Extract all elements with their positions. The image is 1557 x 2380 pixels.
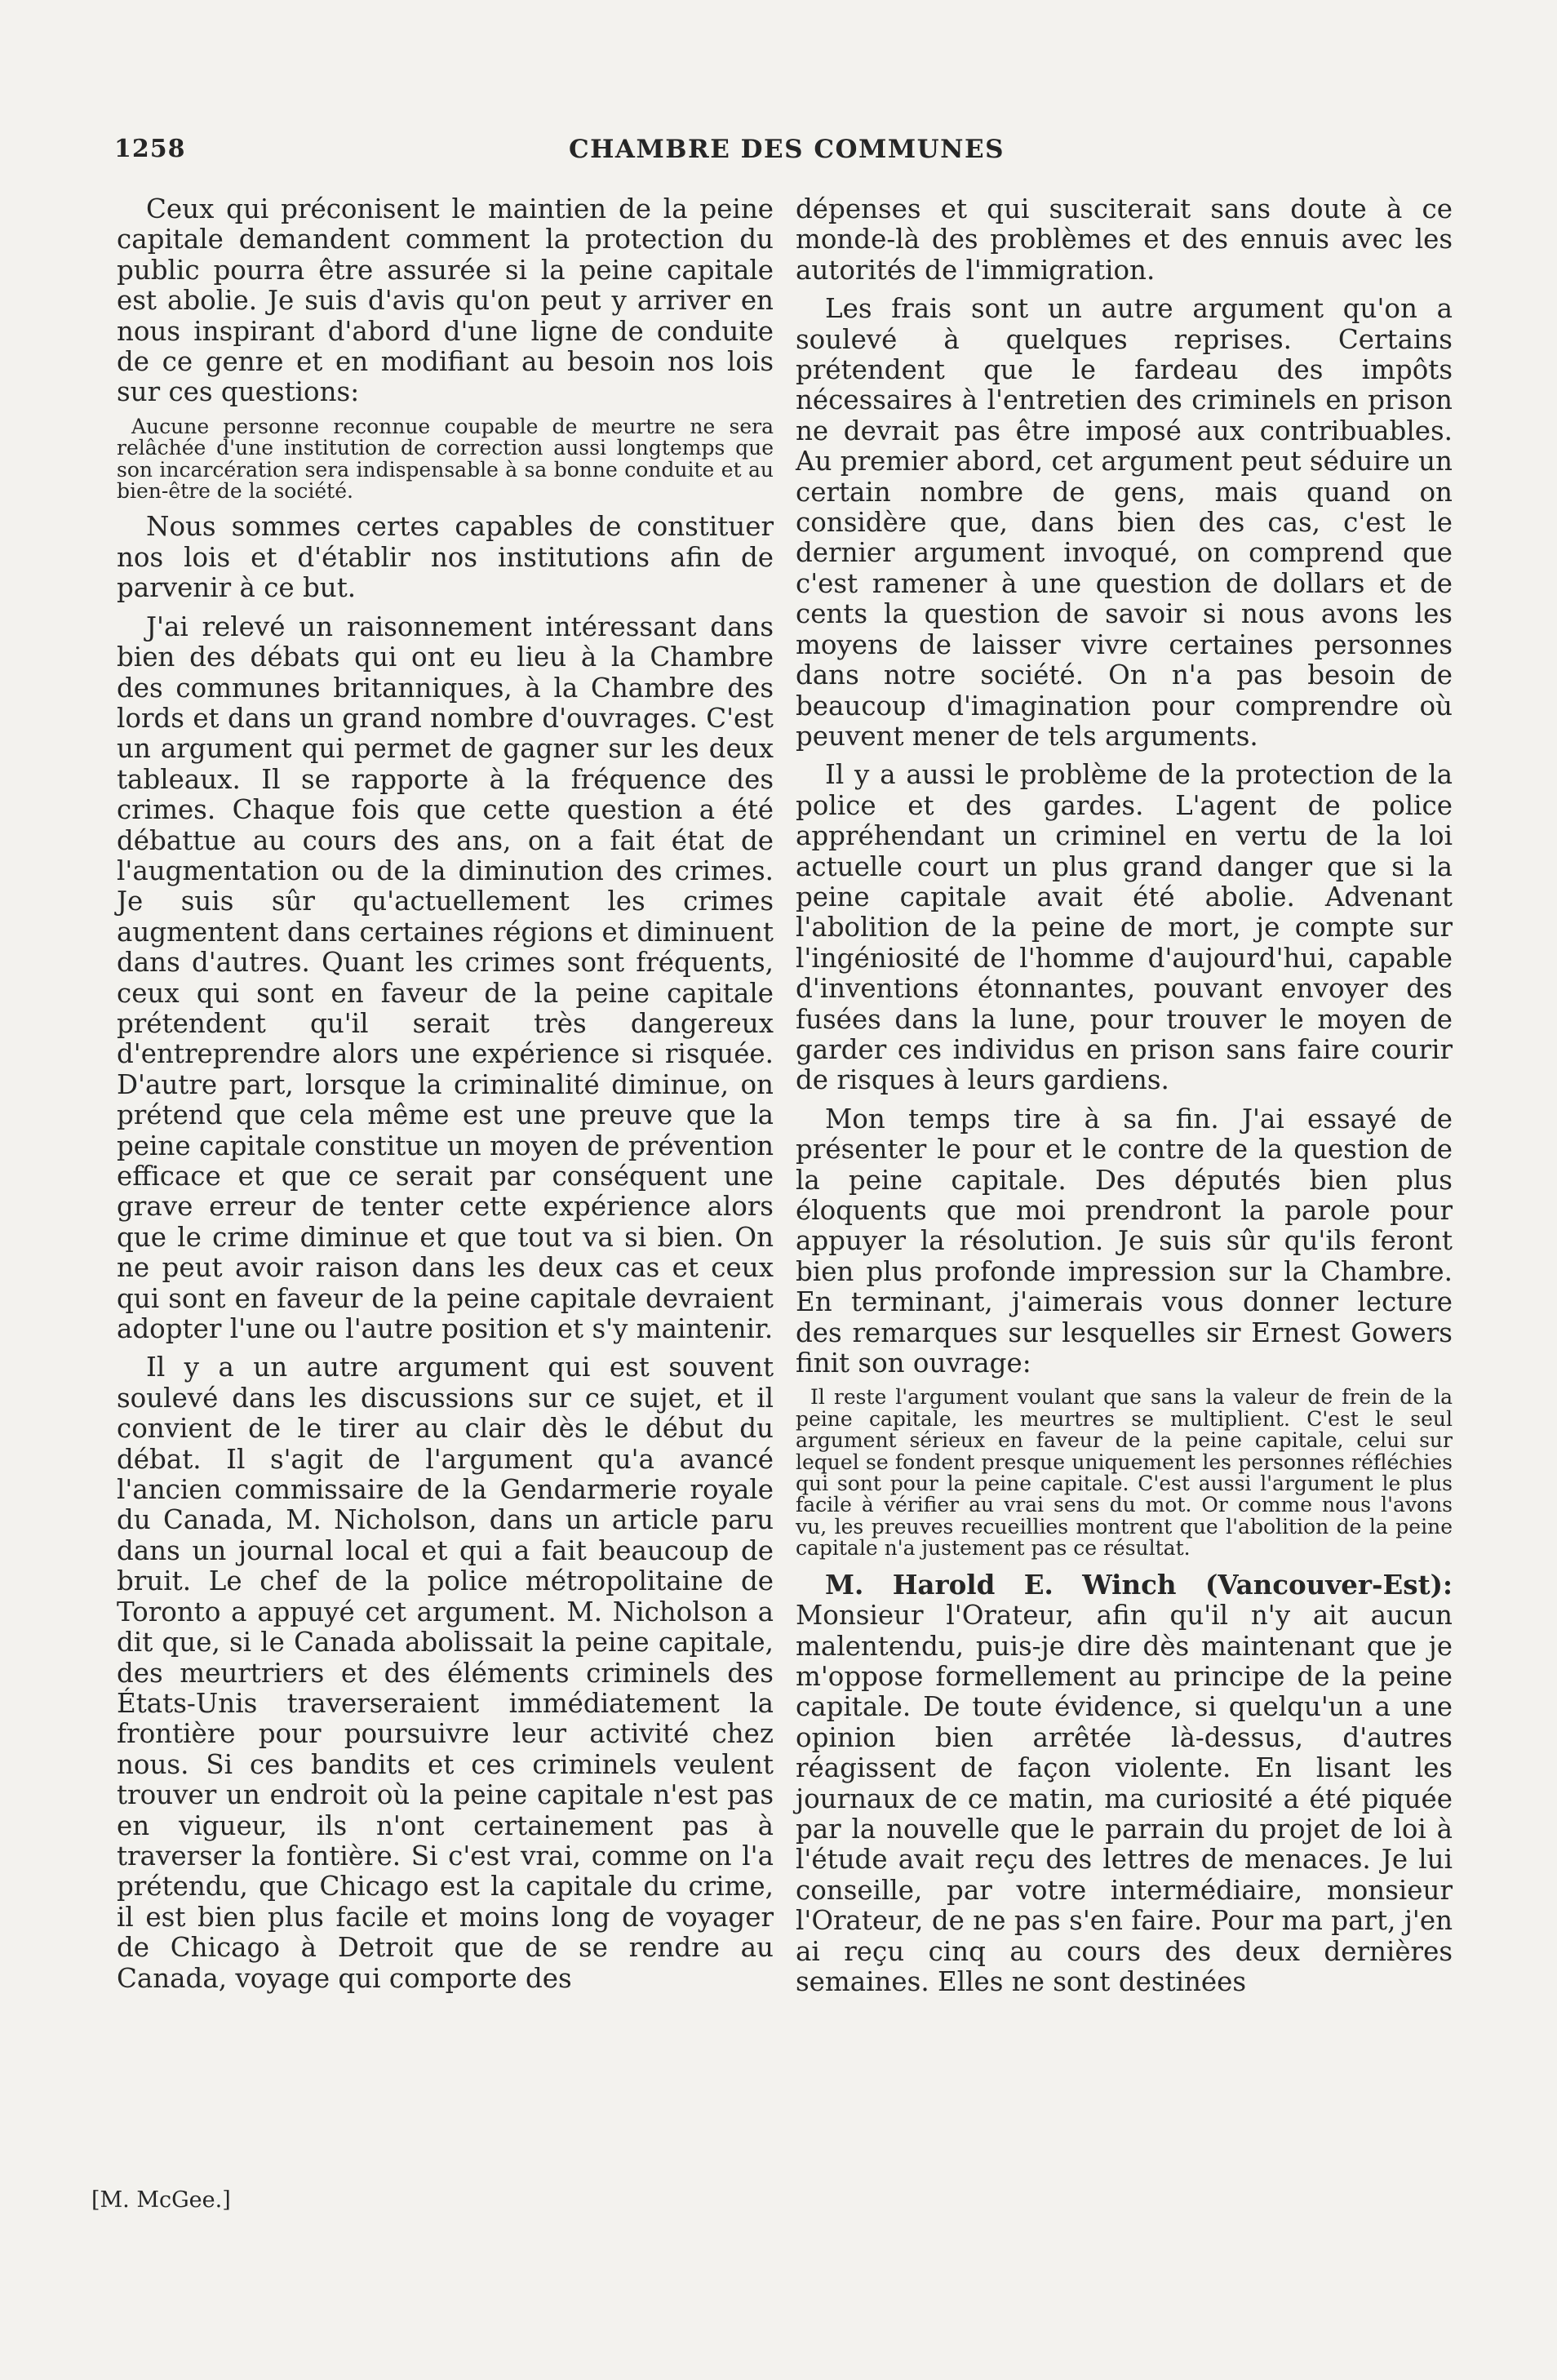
- running-head: CHAMBRE DES COMMUNES: [568, 135, 1005, 164]
- paragraph: Il y a un autre argument qui est souvent soulevé dans les discussions sur ce sujet, et il convient de le tirer au clair dès le début du débat. Il s'agit de l'argument qu'a avancé l'ancien commissaire de la Gendarmerie royale du Canada, M. Nicholson, dans un article paru dans un journal local et qui a fait beaucoup de bruit. Le chef de la police métropolitaine de Toronto a appuyé cet argument. M. Nicholson a dit que, si le Canada abolissait la peine capitale, des meurtriers et des éléments criminels des États-Unis traverseraient immédiatement la frontière pour poursuivre leur activité chez nous. Si ces bandits et ces criminels veulent trouver un endroit où la peine capitale n'est pas en vigueur, ils n'ont certainement pas à traverser la fontière. Si c'est vrai, comme on l'a prétendu, que Chicago est la capitale du crime, il est bien plus facile et moins long de voyager de Chicago à Detroit que de se rendre au Canada, voyage qui comporte des: [117, 1352, 774, 1994]
- paragraph: Les frais sont un autre argument qu'on a soulevé à quelques reprises. Certains prétendent que le fardeau des impôts nécessaires à l'entretien des criminels en prison ne devrait pas être imposé aux contribuables. Au premier abord, cet argument peut séduire un certain nombre de gens, mais quand on considère que, dans bien des cas, c'est le dernier argument invoqué, on comprend que c'est ramener à une question de dollars et de cents la question de savoir si nous avons les moyens de laisser vivre certaines personnes dans notre société. On n'a pas besoin de beaucoup d'imagination pour comprendre où peuvent mener de tels arguments.: [796, 293, 1453, 752]
- paragraph: J'ai relevé un raisonnement intéressant dans bien des débats qui ont eu lieu à la Chambre des communes britanniques, à la Chambre des lords et dans un grand nombre d'ouvrages. C'est un argument qui permet de gagner sur les deux tableaux. Il se rapporte à la fréquence des crimes. Chaque fois que cette question a été débattue au cours des ans, on a fait état de l'augmentation ou de la diminution des crimes. Je suis sûr qu'actuellement les crimes augmentent dans certaines régions et diminuent dans d'autres. Quant les crimes sont fréquents, ceux qui sont en faveur de la peine capitale prétendent qu'il serait très dangereux d'entreprendre alors une expérience si risquée. D'autre part, lorsque la criminalité diminue, on prétend que cela même est une preuve que la peine capitale constitue un moyen de prévention efficace et que ce serait par conséquent une grave erreur de tenter cette expérience alors que le crime diminue et que tout va si bien. On ne peut avoir raison dans les deux cas et ceux qui sont en faveur de la peine capitale devraient adopter l'une ou l'autre position et s'y maintenir.: [117, 611, 774, 1345]
- speaker-paragraph: [796, 1570, 1453, 1998]
- block-quote: Aucune personne reconnue coupable de meurtre ne sera relâchée d'une institution de correction aussi longtemps que son incarcération sera indispensable à sa bonne conduite et au bien-être de la société.: [117, 414, 774, 504]
- speaker-attribution: [M. McGee.]: [91, 2187, 231, 2213]
- paragraph: Il y a aussi le problème de la protection de la police et des gardes. L'agent de police appréhendant un criminel en vertu de la loi actuelle court un plus grand danger que si la peine capitale avait été abolie. Advenant l'abolition de la peine de mort, je compte sur l'ingéniosité de l'homme d'aujourd'hui, capable d'inventions étonnantes, pouvant envoyer des fusées dans la lune, pour trouver le moyen de garder ces individus en prison sans faire courir de risques à leurs gardiens.: [796, 759, 1453, 1096]
- paragraph-continued: dépenses et qui susciterait sans doute à ce monde-là des problèmes et des ennuis avec les autorités de l'immigration.: [796, 193, 1453, 286]
- paragraph: Ceux qui préconisent le maintien de la peine capitale demandent comment la protection du public pourra être assurée si la peine capitale est abolie. Je suis d'avis qu'on peut y arriver en nous inspirant d'abord d'une ligne de conduite de ce genre et en modifiant au besoin nos lois sur ces questions:: [117, 193, 774, 408]
- left-column: [117, 194, 774, 2002]
- block-quote: Il reste l'argument voulant que sans la valeur de frein de la peine capitale, les meurtres se multiplient. C'est le seul argument sérieux en faveur de la peine capitale, celui sur lequel se fondent presque uniquement les personnes réfléchies qui sont pour la peine capitale. C'est aussi l'argument le plus facile à vérifier au vrai sens du mot. Or comme nous l'avons vu, les preuves recueillies montrent que l'abolition de la peine capitale n'a justement pas ce résultat.: [796, 1385, 1453, 1561]
- right-column: [796, 194, 1453, 2005]
- page-header: [114, 135, 1459, 174]
- speaker-name: M. Harold E. Winch (Vancouver-Est):: [825, 1568, 1453, 1601]
- speaker-text: Monsieur l'Orateur, afin qu'il n'y ait aucun malentendu, puis-je dire dès maintenant que je m'oppose formellement au principe de la peine capitale. De toute évidence, si quelqu'un a une opinion bien arrêtée là-dessus, d'autres réagissent de façon violente. En lisant les journaux de ce matin, ma curiosité a été piquée par la nouvelle que le parrain du projet de loi à l'étude avait reçu des lettres de menaces. Je lui conseille, par votre intermédiaire, monsieur l'Orateur, de ne pas s'en faire. Pour ma part, j'en ai reçu cinq au cours des deux dernières semaines. Elles ne sont destinées: [796, 1600, 1453, 1997]
- paragraph: Nous sommes certes capables de constituer nos lois et d'établir nos institutions afin de parvenir à ce but.: [117, 511, 774, 604]
- page-number: 1258: [114, 135, 186, 163]
- paragraph: Mon temps tire à sa fin. J'ai essayé de présenter le pour et le contre de la question de la peine capitale. Des députés bien plus éloquents que moi prendront la parole pour appuyer la résolution. Je suis sûr qu'ils feront bien plus profonde impression sur la Chambre. En terminant, j'aimerais vous donner lecture des remarques sur lesquelles sir Ernest Gowers finit son ouvrage:: [796, 1103, 1453, 1379]
